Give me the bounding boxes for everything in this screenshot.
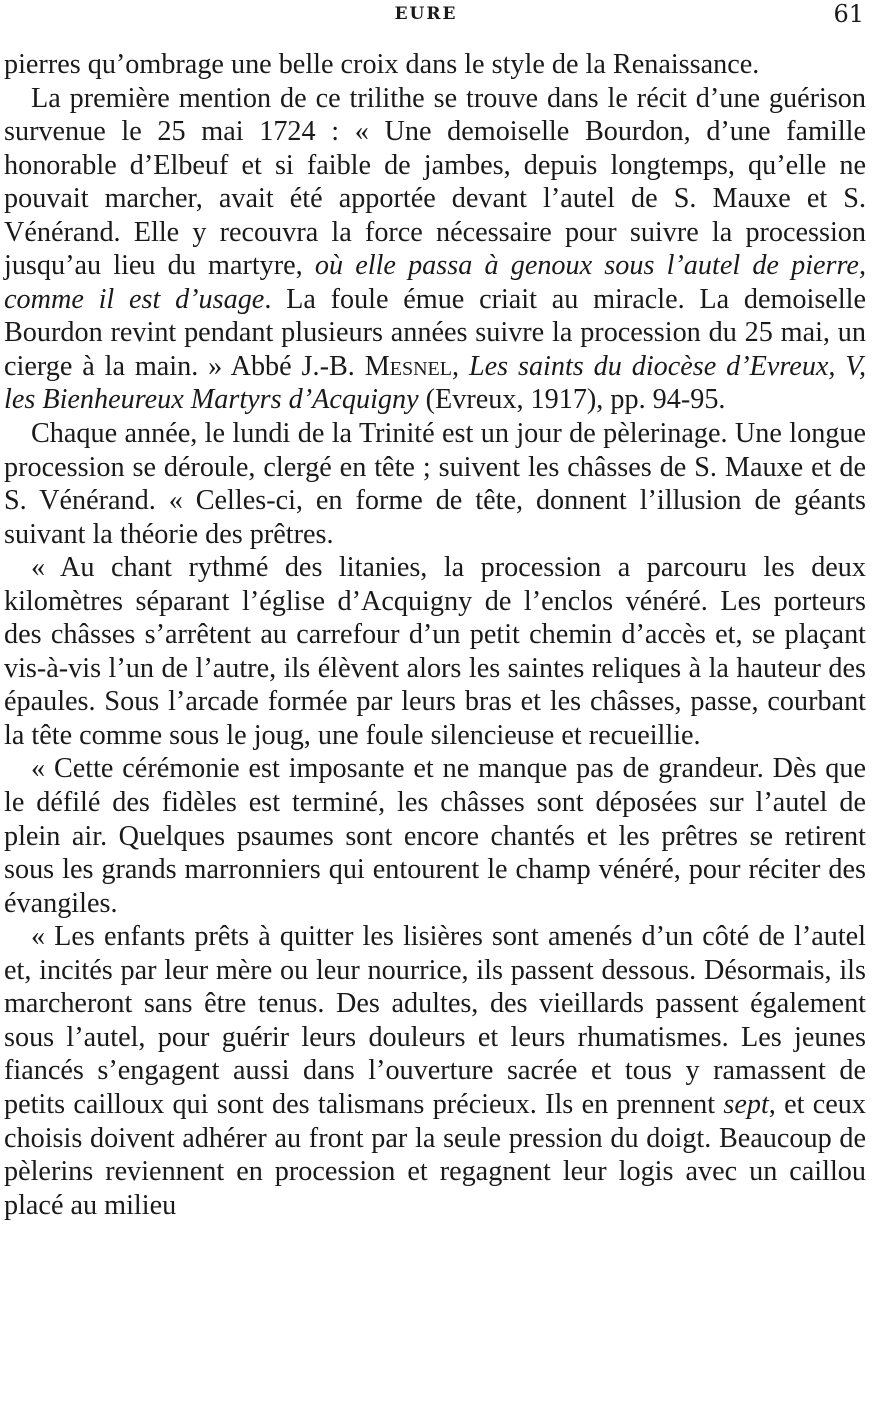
paragraph-text: pierres qu’ombrage une belle croix dans le style de la Renaissance. bbox=[4, 49, 760, 80]
paragraph-procession bbox=[4, 551, 866, 752]
italic-word: sept bbox=[723, 1088, 769, 1120]
paragraph-continuation bbox=[4, 48, 866, 82]
page-number: 61 bbox=[833, 0, 864, 28]
paragraph-trilithe-mention bbox=[4, 82, 866, 417]
author-name: Mesnel bbox=[364, 350, 452, 382]
running-title: EURE bbox=[394, 4, 458, 24]
paragraph-pilgrimage bbox=[4, 417, 866, 551]
paragraph-ceremony bbox=[4, 752, 866, 920]
paragraph-text: . La foule émue criait au miracle. La demoiselle Bourdon revint pendant plusieurs années suivre la procession du 25 mai, un cierge à la main. » Abbé J.-B. bbox=[4, 283, 866, 382]
citation-details: (Evreux, 1917), pp. 94-95. bbox=[418, 384, 726, 416]
paragraph-text: , et ceux choisis doivent adhérer au front par la seule pression du doigt. Beaucoup de pèlerins reviennent en procession et regagnent leur logis avec un caillou placé au milieu bbox=[4, 1088, 866, 1221]
paragraph-children-pebbles bbox=[4, 920, 866, 1222]
book-title: Les saints du diocèse d’Evreux, V, les Bienheureux Martyrs d’Acquigny bbox=[4, 350, 866, 416]
paragraph-text: « Au chant rythmé des litanies, la procession a parcouru les deux kilomètres séparant l’église d’Acquigny de l’enclos vénéré. Les porteurs des châsses s’arrêtent au carrefour d’un petit chemin d’accès et, se plaçant vis-à-vis l’un de l’autre, ils élèvent alors les saintes reliques à la hauteur des épaules. Sous l’arcade formée par leurs bras et les châsses, passe, courbant la tête comme sous le joug, une foule silencieuse et recueillie. bbox=[4, 552, 866, 751]
body-text bbox=[4, 48, 866, 1222]
italic-quote: où elle passa à genoux sous l’autel de pierre, comme il est d’usage bbox=[4, 250, 866, 315]
punctuation: , bbox=[451, 350, 469, 382]
running-head bbox=[0, 0, 872, 30]
paragraph-text: « Les enfants prêts à quitter les lisières sont amenés d’un côté de l’autel et, incités par leur mère ou leur nourrice, ils passent dessous. Désormais, ils marcheront sans être tenus. Des adultes, des vieillards passent également sous l’autel, pour guérir leurs douleurs et leurs rhumatismes. Les jeunes fiancés s’engagent aussi dans l’ouverture sacrée et tous y ramassent de petits cailloux qui sont des talismans précieux. Ils en prennent bbox=[4, 921, 866, 1120]
paragraph-text: Chaque année, le lundi de la Trinité est un jour de pèlerinage. Une longue procession se déroule, clergé en tête ; suivent les châsses de S. Mauxe et de S. Vénérand. « Celles-ci, en forme de tête, donnent l’illusion de géants suivant la théorie des prêtres. bbox=[4, 418, 866, 550]
paragraph-text: « Cette cérémonie est imposante et ne manque pas de grandeur. Dès que le défilé des fidèles est terminé, les châsses sont déposées sur l’autel de plein air. Quelques psaumes sont encore chantés et les prêtres se retirent sous les grands marronniers qui entourent le champ vénéré, pour réciter des évangiles. bbox=[4, 753, 866, 919]
paragraph-text: La première mention de ce trilithe se trouve dans le récit d’une guérison survenue le 25 mai 1724 : « Une demoiselle Bourdon, d’une famille honorable d’Elbeuf et si faible de jambes, depuis longtemps, qu’elle ne pouvait marcher, avait été apportée devant l’autel de S. Mauxe et S. Vénérand. Elle y recouvra la force nécessaire pour suivre la procession jusqu’au lieu du martyre, bbox=[4, 82, 866, 282]
